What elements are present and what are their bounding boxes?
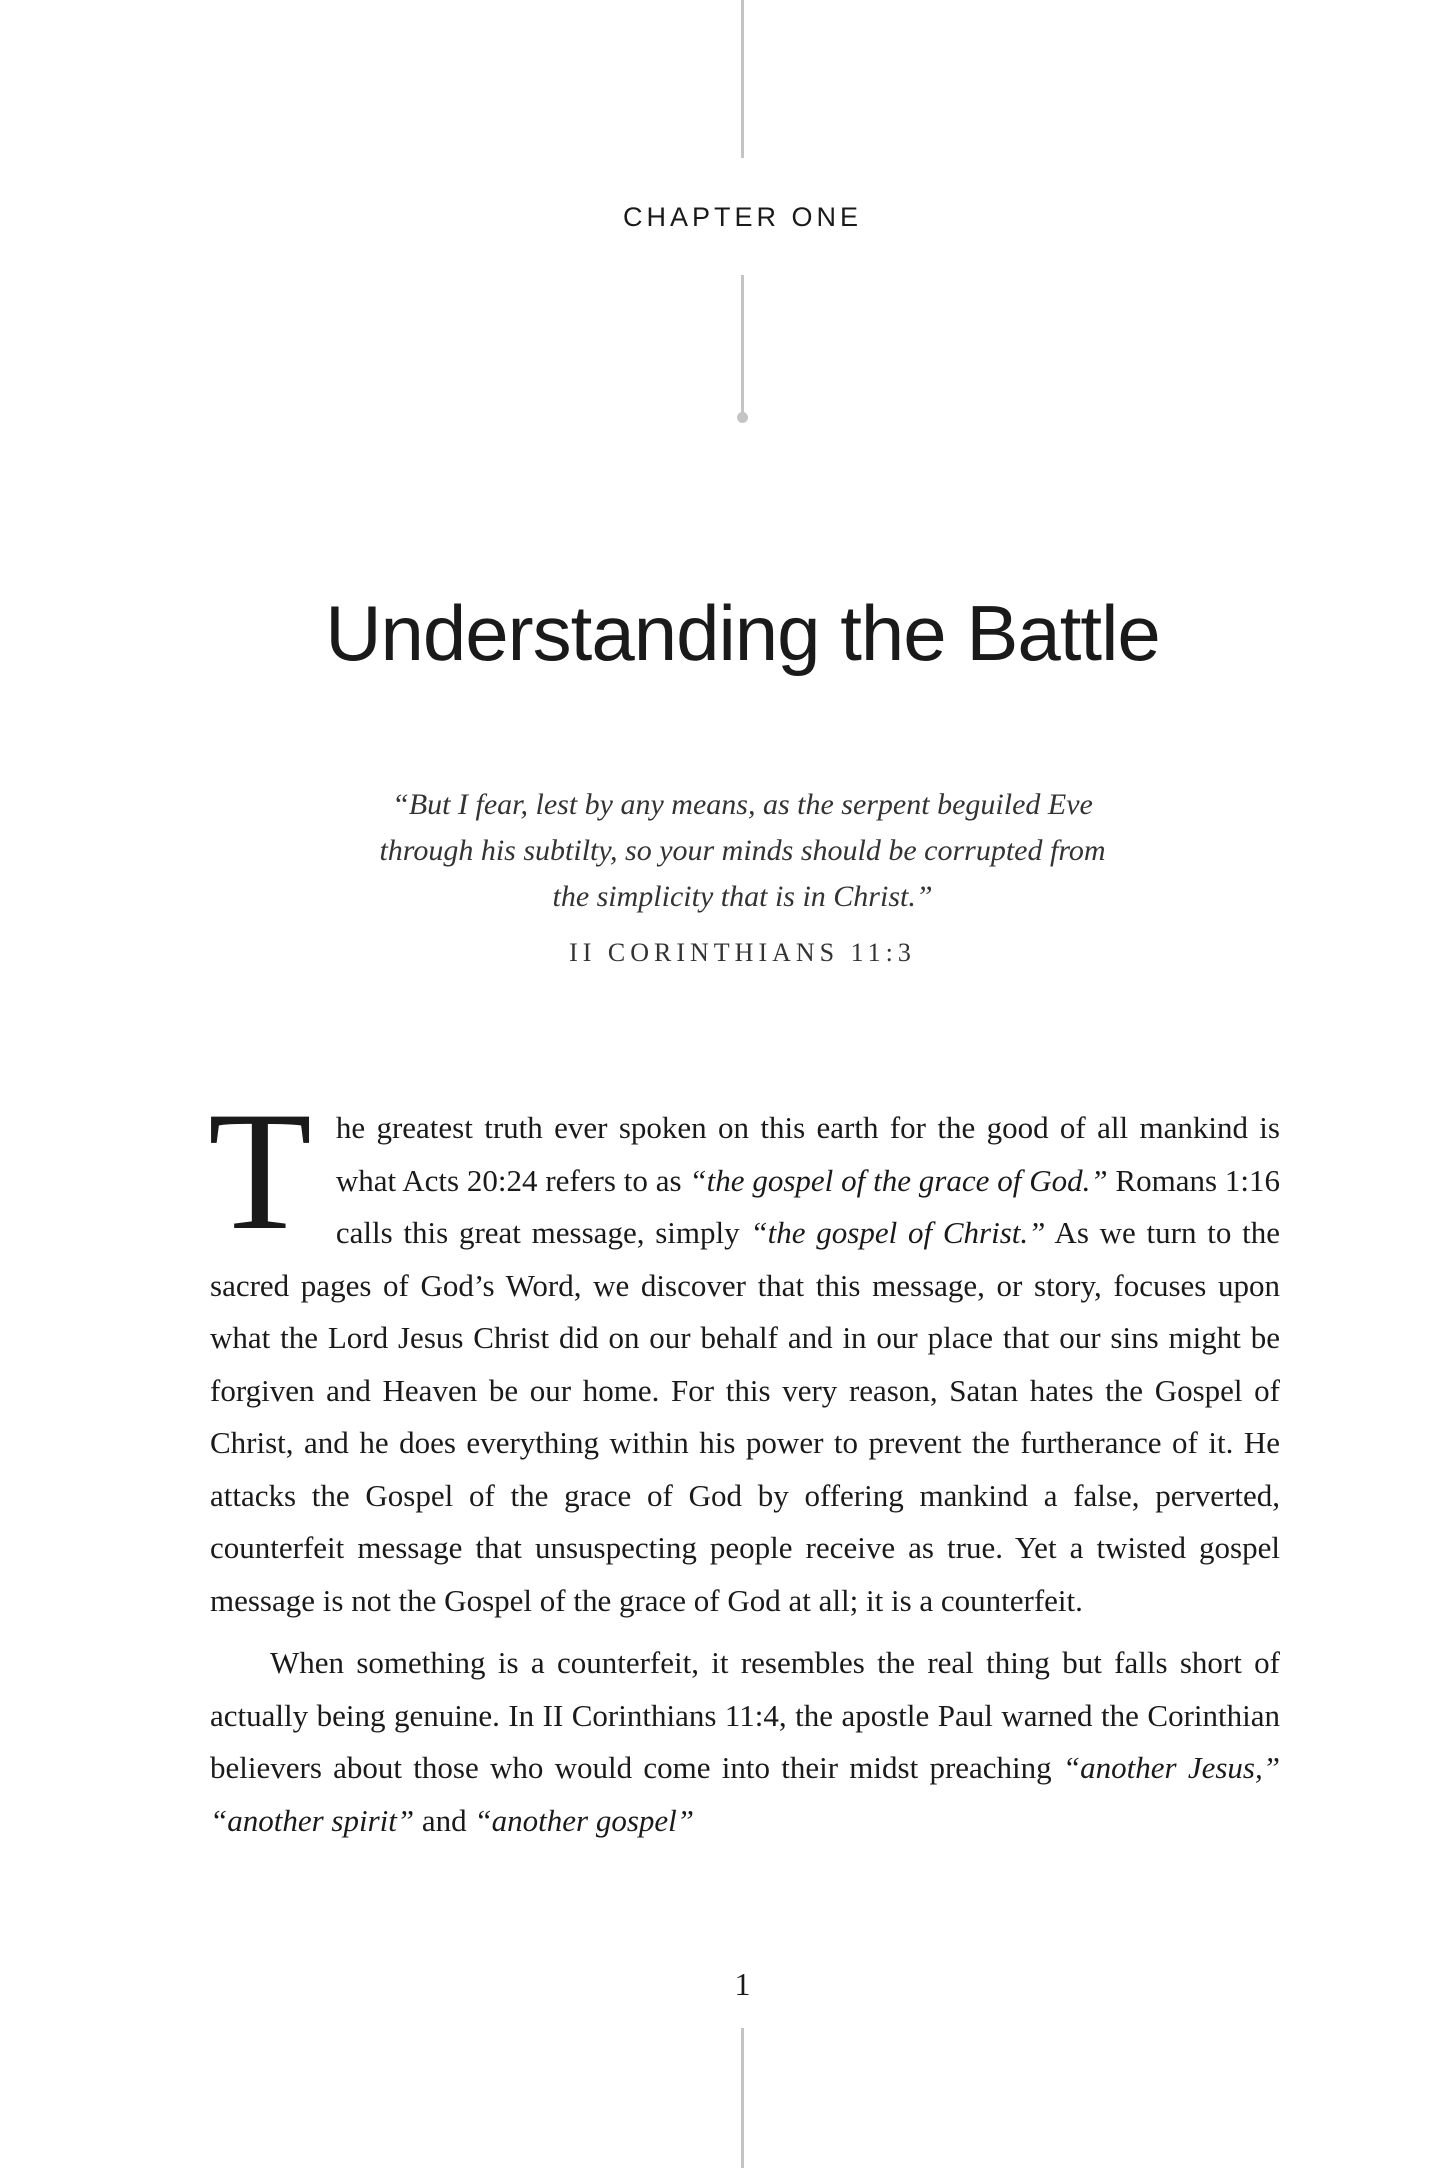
paragraph-2-text: and bbox=[414, 1802, 475, 1838]
chapter-label: CHAPTER ONE bbox=[622, 202, 863, 232]
bottom-rule bbox=[741, 2028, 744, 2168]
epigraph-citation: II CORINTHIANS 11:3 bbox=[569, 938, 916, 967]
mid-rule bbox=[741, 275, 744, 415]
top-rule bbox=[741, 0, 744, 158]
page-number: 1 bbox=[734, 1966, 751, 2002]
rule-dot bbox=[737, 412, 748, 423]
epigraph-line: through his subtilty, so your minds should be corrupted from bbox=[379, 834, 1106, 867]
epigraph bbox=[300, 782, 1185, 920]
epigraph-line: “But I fear, lest by any means, as the serpent beguiled Eve bbox=[392, 788, 1093, 821]
scripture-quote: “another gospel” bbox=[474, 1802, 695, 1838]
body-text bbox=[208, 1077, 1280, 1847]
paragraph-2-text: When something is a counterfeit, it resembles the real thing but falls short of actually being genuine. In II Corinthians 11:4, the apostle Paul warned the Corinthian believers about those who would come into their midst preaching bbox=[210, 1645, 1280, 1785]
paragraph-1-text: he greatest truth ever spoken on this earth for the good of all mankind is what Acts 20:24 refers to as bbox=[335, 1110, 1280, 1198]
drop-cap: T bbox=[208, 1077, 312, 1265]
paragraph-1-text: Romans 1:16 calls this great message, simply bbox=[335, 1162, 1280, 1250]
scripture-quote: “the gospel of the grace of God.” bbox=[689, 1162, 1108, 1198]
scripture-quote: “the gospel of Christ.” bbox=[750, 1215, 1046, 1250]
paragraph-2 bbox=[210, 1637, 1280, 1847]
chapter-title: Understanding the Battle bbox=[325, 589, 1160, 677]
scripture-quote: “another Jesus,” bbox=[1062, 1750, 1280, 1785]
paragraph-1 bbox=[208, 1077, 1280, 1627]
epigraph-line: the simplicity that is in Christ.” bbox=[552, 880, 933, 913]
scripture-quote: “another spirit” bbox=[210, 1802, 415, 1838]
paragraph-1-text: As we turn to the sacred pages of God’s Word, we discover that this message, or story, focuses upon what the Lord Jesus Christ did on our behalf and in our place that our sins might be forgiven and Heaven be our home. For this very reason, Satan hates the Gospel of Christ, and he does everything within his power to prevent the furtherance of it. He attacks the Gospel of the grace of God by offering mankind a false, perverted, counterfeit message that unsuspecting people receive as true. Yet a twisted gospel message is not the Gospel of the grace of God at all; it is a counterfeit. bbox=[210, 1215, 1280, 1618]
